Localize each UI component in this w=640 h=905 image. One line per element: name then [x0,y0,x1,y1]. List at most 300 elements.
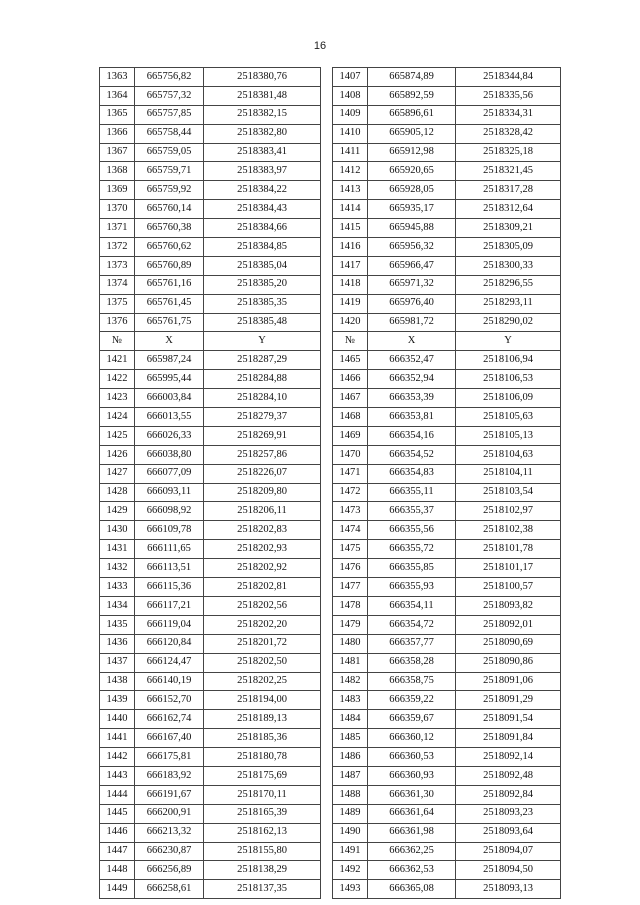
column-gap [321,502,333,521]
point-number-cell: 1372 [100,238,135,257]
table-row [100,578,561,597]
point-number-cell: 1420 [333,313,368,332]
x-coordinate-cell: 665759,92 [135,181,204,200]
point-number-cell: 1446 [100,823,135,842]
y-coordinate-cell: 2518300,33 [456,256,561,275]
y-coordinate-cell: 2518092,14 [456,748,561,767]
x-coordinate-cell: 666115,36 [135,578,204,597]
table-row [100,559,561,578]
column-gap [321,86,333,105]
y-coordinate-cell: 2518194,00 [204,691,321,710]
point-number-cell: 1485 [333,729,368,748]
table-row [100,426,561,445]
y-coordinate-cell: 2518091,29 [456,691,561,710]
y-coordinate-cell: 2518093,82 [456,596,561,615]
table-row [100,540,561,559]
table-row [100,691,561,710]
table-row [100,105,561,124]
y-coordinate-cell: 2518382,80 [204,124,321,143]
point-number-cell: 1415 [333,219,368,238]
x-coordinate-cell: 666230,87 [135,842,204,861]
header-x: X [368,332,456,351]
column-gap [321,653,333,672]
y-coordinate-cell: 2518384,66 [204,219,321,238]
x-coordinate-cell: 666360,93 [368,766,456,785]
x-coordinate-cell: 665935,17 [368,200,456,219]
point-number-cell: 1441 [100,729,135,748]
x-coordinate-cell: 666361,98 [368,823,456,842]
y-coordinate-cell: 2518189,13 [204,710,321,729]
point-number-cell: 1431 [100,540,135,559]
point-number-cell: 1409 [333,105,368,124]
table-row [100,596,561,615]
table-row [100,823,561,842]
point-number-cell: 1438 [100,672,135,691]
table-row [100,181,561,200]
column-gap [321,332,333,351]
y-coordinate-cell: 2518175,69 [204,766,321,785]
point-number-cell: 1424 [100,408,135,427]
point-number-cell: 1471 [333,464,368,483]
y-coordinate-cell: 2518344,84 [456,68,561,87]
point-number-cell: 1428 [100,483,135,502]
x-coordinate-cell: 666256,89 [135,861,204,880]
x-coordinate-cell: 665971,32 [368,275,456,294]
point-number-cell: 1436 [100,634,135,653]
y-coordinate-cell: 2518202,92 [204,559,321,578]
column-gap [321,162,333,181]
y-coordinate-cell: 2518383,97 [204,162,321,181]
y-coordinate-cell: 2518202,50 [204,653,321,672]
x-coordinate-cell: 666077,09 [135,464,204,483]
point-number-cell: 1482 [333,672,368,691]
point-number-cell: 1370 [100,200,135,219]
point-number-cell: 1363 [100,68,135,87]
y-coordinate-cell: 2518209,80 [204,483,321,502]
column-gap [321,351,333,370]
x-coordinate-cell: 666352,94 [368,370,456,389]
x-coordinate-cell: 666152,70 [135,691,204,710]
point-number-cell: 1418 [333,275,368,294]
header-number: № [333,332,368,351]
y-coordinate-cell: 2518284,10 [204,389,321,408]
column-gap [321,426,333,445]
point-number-cell: 1448 [100,861,135,880]
y-coordinate-cell: 2518202,93 [204,540,321,559]
y-coordinate-cell: 2518257,86 [204,445,321,464]
y-coordinate-cell: 2518269,91 [204,426,321,445]
y-coordinate-cell: 2518092,01 [456,615,561,634]
point-number-cell: 1437 [100,653,135,672]
x-coordinate-cell: 666098,92 [135,502,204,521]
y-coordinate-cell: 2518093,23 [456,804,561,823]
point-number-cell: 1466 [333,370,368,389]
table-row [100,748,561,767]
point-number-cell: 1440 [100,710,135,729]
table-row [100,634,561,653]
point-number-cell: 1478 [333,596,368,615]
y-coordinate-cell: 2518094,07 [456,842,561,861]
x-coordinate-cell: 665761,16 [135,275,204,294]
y-coordinate-cell: 2518334,31 [456,105,561,124]
x-coordinate-cell: 666355,72 [368,540,456,559]
point-number-cell: 1366 [100,124,135,143]
point-number-cell: 1422 [100,370,135,389]
point-number-cell: 1473 [333,502,368,521]
y-coordinate-cell: 2518185,36 [204,729,321,748]
x-coordinate-cell: 666117,21 [135,596,204,615]
table-row [100,86,561,105]
x-coordinate-cell: 666162,74 [135,710,204,729]
column-gap [321,729,333,748]
y-coordinate-cell: 2518385,35 [204,294,321,313]
y-coordinate-cell: 2518328,42 [456,124,561,143]
y-coordinate-cell: 2518206,11 [204,502,321,521]
point-number-cell: 1445 [100,804,135,823]
x-coordinate-cell: 666213,32 [135,823,204,842]
x-coordinate-cell: 665761,45 [135,294,204,313]
x-coordinate-cell: 666362,53 [368,861,456,880]
y-coordinate-cell: 2518382,15 [204,105,321,124]
x-coordinate-cell: 665981,72 [368,313,456,332]
point-number-cell: 1475 [333,540,368,559]
table-row [100,521,561,540]
column-gap [321,559,333,578]
point-number-cell: 1488 [333,785,368,804]
x-coordinate-cell: 666258,61 [135,880,204,899]
column-gap [321,256,333,275]
y-coordinate-cell: 2518296,55 [456,275,561,294]
y-coordinate-cell: 2518384,85 [204,238,321,257]
x-coordinate-cell: 666358,28 [368,653,456,672]
x-coordinate-cell: 666013,55 [135,408,204,427]
x-coordinate-cell: 666120,84 [135,634,204,653]
x-coordinate-cell: 666355,37 [368,502,456,521]
point-number-cell: 1375 [100,294,135,313]
table-row [100,615,561,634]
x-coordinate-cell: 665756,82 [135,68,204,87]
x-coordinate-cell: 666003,84 [135,389,204,408]
table-row [100,804,561,823]
x-coordinate-cell: 666093,11 [135,483,204,502]
x-coordinate-cell: 666360,53 [368,748,456,767]
x-coordinate-cell: 666175,81 [135,748,204,767]
table-row [100,483,561,502]
point-number-cell: 1426 [100,445,135,464]
x-coordinate-cell: 666111,65 [135,540,204,559]
table-row [100,408,561,427]
x-coordinate-cell: 665976,40 [368,294,456,313]
page-number: 16 [313,40,327,52]
y-coordinate-cell: 2518092,48 [456,766,561,785]
column-gap [321,370,333,389]
y-coordinate-cell: 2518202,20 [204,615,321,634]
column-gap [321,238,333,257]
x-coordinate-cell: 665966,47 [368,256,456,275]
column-gap [321,445,333,464]
point-number-cell: 1368 [100,162,135,181]
x-coordinate-cell: 666167,40 [135,729,204,748]
point-number-cell: 1373 [100,256,135,275]
point-number-cell: 1419 [333,294,368,313]
column-gap [321,804,333,823]
point-number-cell: 1480 [333,634,368,653]
y-coordinate-cell: 2518091,54 [456,710,561,729]
x-coordinate-cell: 666361,30 [368,785,456,804]
y-coordinate-cell: 2518381,48 [204,86,321,105]
x-coordinate-cell: 666026,33 [135,426,204,445]
y-coordinate-cell: 2518106,09 [456,389,561,408]
column-gap [321,596,333,615]
column-gap [321,672,333,691]
point-number-cell: 1367 [100,143,135,162]
x-coordinate-cell: 665758,44 [135,124,204,143]
y-coordinate-cell: 2518317,28 [456,181,561,200]
x-coordinate-cell: 666365,08 [368,880,456,899]
table-row [100,219,561,238]
point-number-cell: 1484 [333,710,368,729]
table-row [100,200,561,219]
column-gap [321,389,333,408]
y-coordinate-cell: 2518090,86 [456,653,561,672]
point-number-cell: 1479 [333,615,368,634]
x-coordinate-cell: 666140,19 [135,672,204,691]
x-coordinate-cell: 666119,04 [135,615,204,634]
table-row [100,785,561,804]
y-coordinate-cell: 2518162,13 [204,823,321,842]
x-coordinate-cell: 665759,71 [135,162,204,181]
y-coordinate-cell: 2518102,97 [456,502,561,521]
table-row [100,880,561,899]
x-coordinate-cell: 666355,93 [368,578,456,597]
x-coordinate-cell: 666354,72 [368,615,456,634]
table-row [100,766,561,785]
column-gap [321,842,333,861]
x-coordinate-cell: 666352,47 [368,351,456,370]
x-coordinate-cell: 665995,44 [135,370,204,389]
point-number-cell: 1491 [333,842,368,861]
y-coordinate-cell: 2518335,56 [456,86,561,105]
header-y: Y [204,332,321,351]
point-number-cell: 1483 [333,691,368,710]
y-coordinate-cell: 2518180,78 [204,748,321,767]
y-coordinate-cell: 2518384,43 [204,200,321,219]
column-gap [321,748,333,767]
table-header-row [100,332,561,351]
table-row [100,653,561,672]
x-coordinate-cell: 666361,64 [368,804,456,823]
y-coordinate-cell: 2518202,56 [204,596,321,615]
point-number-cell: 1476 [333,559,368,578]
point-number-cell: 1427 [100,464,135,483]
y-coordinate-cell: 2518201,72 [204,634,321,653]
column-gap [321,521,333,540]
point-number-cell: 1369 [100,181,135,200]
x-coordinate-cell: 665759,05 [135,143,204,162]
column-gap [321,483,333,502]
coordinates-table [99,67,561,899]
point-number-cell: 1477 [333,578,368,597]
column-gap [321,181,333,200]
point-number-cell: 1468 [333,408,368,427]
table-row [100,389,561,408]
x-coordinate-cell: 666191,67 [135,785,204,804]
x-coordinate-cell: 666353,39 [368,389,456,408]
x-coordinate-cell: 666200,91 [135,804,204,823]
column-gap [321,766,333,785]
table-row [100,143,561,162]
point-number-cell: 1421 [100,351,135,370]
y-coordinate-cell: 2518287,29 [204,351,321,370]
x-coordinate-cell: 665987,24 [135,351,204,370]
point-number-cell: 1444 [100,785,135,804]
y-coordinate-cell: 2518226,07 [204,464,321,483]
point-number-cell: 1430 [100,521,135,540]
x-coordinate-cell: 665760,38 [135,219,204,238]
point-number-cell: 1442 [100,748,135,767]
column-gap [321,615,333,634]
x-coordinate-cell: 665945,88 [368,219,456,238]
point-number-cell: 1492 [333,861,368,880]
y-coordinate-cell: 2518290,02 [456,313,561,332]
point-number-cell: 1467 [333,389,368,408]
column-gap [321,200,333,219]
y-coordinate-cell: 2518101,78 [456,540,561,559]
x-coordinate-cell: 666355,11 [368,483,456,502]
x-coordinate-cell: 666109,78 [135,521,204,540]
point-number-cell: 1417 [333,256,368,275]
y-coordinate-cell: 2518101,17 [456,559,561,578]
column-gap [321,313,333,332]
y-coordinate-cell: 2518106,94 [456,351,561,370]
x-coordinate-cell: 666355,85 [368,559,456,578]
y-coordinate-cell: 2518091,84 [456,729,561,748]
x-coordinate-cell: 665920,65 [368,162,456,181]
x-coordinate-cell: 666362,25 [368,842,456,861]
table-row [100,710,561,729]
column-gap [321,880,333,899]
x-coordinate-cell: 665760,89 [135,256,204,275]
point-number-cell: 1472 [333,483,368,502]
x-coordinate-cell: 666038,80 [135,445,204,464]
point-number-cell: 1411 [333,143,368,162]
point-number-cell: 1469 [333,426,368,445]
y-coordinate-cell: 2518321,45 [456,162,561,181]
y-coordinate-cell: 2518384,22 [204,181,321,200]
column-gap [321,540,333,559]
x-coordinate-cell: 665912,98 [368,143,456,162]
point-number-cell: 1371 [100,219,135,238]
y-coordinate-cell: 2518279,37 [204,408,321,427]
x-coordinate-cell: 665928,05 [368,181,456,200]
y-coordinate-cell: 2518155,80 [204,842,321,861]
x-coordinate-cell: 666353,81 [368,408,456,427]
y-coordinate-cell: 2518383,41 [204,143,321,162]
point-number-cell: 1364 [100,86,135,105]
column-gap [321,691,333,710]
point-number-cell: 1474 [333,521,368,540]
point-number-cell: 1376 [100,313,135,332]
point-number-cell: 1410 [333,124,368,143]
point-number-cell: 1439 [100,691,135,710]
table-row [100,729,561,748]
y-coordinate-cell: 2518385,04 [204,256,321,275]
y-coordinate-cell: 2518091,06 [456,672,561,691]
column-gap [321,861,333,880]
y-coordinate-cell: 2518104,11 [456,464,561,483]
point-number-cell: 1423 [100,389,135,408]
column-gap [321,219,333,238]
y-coordinate-cell: 2518102,38 [456,521,561,540]
column-gap [321,275,333,294]
point-number-cell: 1486 [333,748,368,767]
y-coordinate-cell: 2518312,64 [456,200,561,219]
point-number-cell: 1449 [100,880,135,899]
x-coordinate-cell: 666354,83 [368,464,456,483]
x-coordinate-cell: 665760,14 [135,200,204,219]
point-number-cell: 1416 [333,238,368,257]
y-coordinate-cell: 2518284,88 [204,370,321,389]
table-row [100,672,561,691]
point-number-cell: 1465 [333,351,368,370]
column-gap [321,464,333,483]
x-coordinate-cell: 666359,22 [368,691,456,710]
y-coordinate-cell: 2518385,20 [204,275,321,294]
x-coordinate-cell: 666355,56 [368,521,456,540]
point-number-cell: 1374 [100,275,135,294]
point-number-cell: 1433 [100,578,135,597]
column-gap [321,124,333,143]
table-row [100,68,561,87]
table-row [100,464,561,483]
x-coordinate-cell: 665757,32 [135,86,204,105]
table-row [100,162,561,181]
x-coordinate-cell: 665761,75 [135,313,204,332]
point-number-cell: 1429 [100,502,135,521]
x-coordinate-cell: 666354,52 [368,445,456,464]
point-number-cell: 1493 [333,880,368,899]
y-coordinate-cell: 2518305,09 [456,238,561,257]
point-number-cell: 1408 [333,86,368,105]
table-row [100,124,561,143]
point-number-cell: 1412 [333,162,368,181]
x-coordinate-cell: 666183,92 [135,766,204,785]
x-coordinate-cell: 665892,59 [368,86,456,105]
x-coordinate-cell: 665874,89 [368,68,456,87]
column-gap [321,143,333,162]
y-coordinate-cell: 2518090,69 [456,634,561,653]
y-coordinate-cell: 2518105,13 [456,426,561,445]
y-coordinate-cell: 2518137,35 [204,880,321,899]
y-coordinate-cell: 2518100,57 [456,578,561,597]
point-number-cell: 1489 [333,804,368,823]
point-number-cell: 1432 [100,559,135,578]
point-number-cell: 1413 [333,181,368,200]
column-gap [321,408,333,427]
table-row [100,351,561,370]
y-coordinate-cell: 2518093,13 [456,880,561,899]
column-gap [321,294,333,313]
point-number-cell: 1470 [333,445,368,464]
table-row [100,842,561,861]
x-coordinate-cell: 666124,47 [135,653,204,672]
x-coordinate-cell: 665757,85 [135,105,204,124]
point-number-cell: 1435 [100,615,135,634]
table-row [100,445,561,464]
column-gap [321,823,333,842]
y-coordinate-cell: 2518103,54 [456,483,561,502]
x-coordinate-cell: 665905,12 [368,124,456,143]
